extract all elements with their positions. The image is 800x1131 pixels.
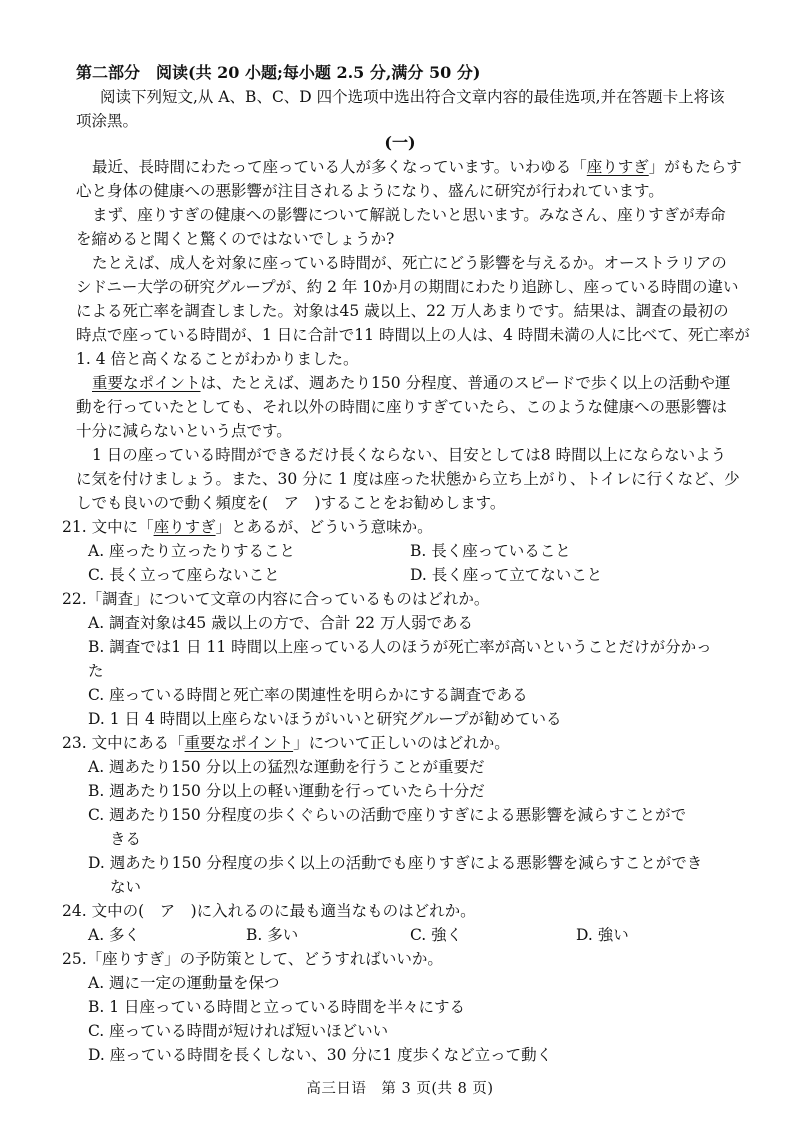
question-23-stem: 23. 文中にある「重要なポイント」について正しいのはどれか。 — [62, 734, 510, 752]
question-22-option-b-cont[interactable]: た — [88, 662, 104, 680]
question-22-option-c[interactable]: C. 座っている時間と死亡率の関連性を明らかにする調査である — [88, 686, 528, 704]
question-21-option-a[interactable]: A. 座ったり立ったりすること — [88, 542, 296, 560]
underlined-term: 座りすぎ — [153, 518, 216, 536]
passage-line: しでも良いので動く頻度を( ア )することをお勧めします。 — [76, 494, 506, 512]
question-23-option-d-cont[interactable]: ない — [110, 878, 142, 896]
question-21-option-c[interactable]: C. 長く立って座らないこと — [88, 566, 280, 584]
question-21-option-d[interactable]: D. 長く座って立てないこと — [410, 566, 603, 584]
question-25-option-c[interactable]: C. 座っている時間が短ければ短いほどいい — [88, 1022, 389, 1040]
question-24-option-d[interactable]: D. 強い — [576, 926, 629, 944]
passage-line: 心と身体の健康への悪影響が注目されるようになり、盛んに研究が行われています。 — [76, 182, 664, 200]
question-22-option-b[interactable]: B. 調査では1 日 11 時間以上座っている人のほうが死亡率が高いということだけが分かっ — [88, 638, 712, 656]
question-25-stem: 25.「座りすぎ」の予防策として、どうすればいいか。 — [62, 950, 443, 968]
passage-line: たとえば、成人を対象に座っている時間が、死亡にどう影響を与えるか。オーストラリアの — [92, 254, 727, 272]
passage-line: 最近、長時間にわたって座っている人が多くなっています。いわゆる「座りすぎ」がもたらす — [92, 158, 742, 176]
question-24-option-c[interactable]: C. 強く — [410, 926, 463, 944]
passage-line: を縮めると聞くと驚くのではないでしょうか? — [76, 230, 395, 248]
question-25-option-d[interactable]: D. 座っている時間を長くしない、30 分に1 度歩くなど立って動く — [88, 1046, 553, 1064]
passage-line: 動を行っていたとしても、それ以外の時間に座りすぎていたら、このような健康への悪影響は — [76, 398, 728, 416]
passage-line: 1. 4 倍と高くなることがわかりました。 — [76, 350, 359, 368]
passage-line: による死亡率を調査しました。対象は45 歳以上、22 万人あまりです。結果は、調査の最初の — [76, 302, 729, 320]
section-instruction-cont: 项涂黑。 — [76, 112, 139, 130]
passage-line: 時点で座っている時間が、1 日に合計で11 時間以上の人は、4 時間未満の人に比べて、死亡率が — [76, 326, 750, 344]
passage-line: 重要なポイントは、たとえば、週あたり150 分程度、普通のスピードで歩く以上の活動や運 — [92, 374, 731, 392]
question-24-option-a[interactable]: A. 多く — [88, 926, 141, 944]
underlined-term: 重要なポイント — [92, 374, 201, 392]
question-25-option-a[interactable]: A. 週に一定の運動量を保つ — [88, 974, 280, 992]
question-22-stem: 22.「調査」について文章の内容に合っているものはどれか。 — [62, 590, 490, 608]
passage-line: に気を付けましょう。また、30 分に 1 度は座った状態から立ち上がり、トイレに行くなど、少 — [76, 470, 740, 488]
passage-number: (一) — [384, 133, 416, 152]
passage-line: シドニー大学の研究グループが、約 2 年 10か月の期間にわたり追跡し、座っている時間の違い — [76, 278, 739, 296]
question-24-option-b[interactable]: B. 多い — [246, 926, 299, 944]
question-23-option-c[interactable]: C. 週あたり150 分程度の歩くぐらいの活動で座りすぎによる悪影響を減らすことがで — [88, 806, 687, 824]
section-instruction: 阅读下列短文,从 A、B、C、D 四个选项中选出符合文章内容的最佳选项,并在答题卡上将该 — [100, 88, 725, 106]
question-22-option-d[interactable]: D. 1 日 4 時間以上座らないほうがいいと研究グループが勧めている — [88, 710, 562, 728]
question-21-option-b[interactable]: B. 長く座っていること — [410, 542, 571, 560]
page-footer: 高三日语 第 3 页(共 8 页) — [306, 1081, 494, 1097]
passage-line: 十分に減らないという点です。 — [76, 422, 292, 440]
question-25-option-b[interactable]: B. 1 日座っている時間と立っている時間を半々にする — [88, 998, 466, 1016]
question-23-option-b[interactable]: B. 週あたり150 分以上の軽い運動を行っていたら十分だ — [88, 782, 485, 800]
underlined-term: 重要なポイント — [184, 734, 294, 752]
passage-line: 1 日の座っている時間ができるだけ長くならない、目安としては8 時間以上にならないよう — [92, 446, 727, 464]
underlined-term: 座りすぎ — [586, 158, 649, 176]
question-23-option-a[interactable]: A. 週あたり150 分以上の猛烈な運動を行うことが重要だ — [88, 758, 485, 776]
question-24-stem: 24. 文中の( ア )に入れるのに最も適当なものはどれか。 — [62, 902, 476, 920]
question-23-option-d[interactable]: D. 週あたり150 分程度の歩く以上の活動でも座りすぎによる悪影響を減らすことができ — [88, 854, 703, 872]
question-23-option-c-cont[interactable]: きる — [110, 830, 142, 848]
question-22-option-a[interactable]: A. 調査対象は45 歳以上の方で、合計 22 万人弱である — [88, 614, 473, 632]
passage-line: まず、座りすぎの健康への影響について解説したいと思います。みなさん、座りすぎが寿命 — [92, 206, 726, 224]
question-21-stem: 21. 文中に「座りすぎ」とあるが、どういう意味か。 — [62, 518, 433, 536]
section-title: 第二部分 阅读(共 20 小题;每小题 2.5 分,满分 50 分) — [76, 63, 481, 82]
